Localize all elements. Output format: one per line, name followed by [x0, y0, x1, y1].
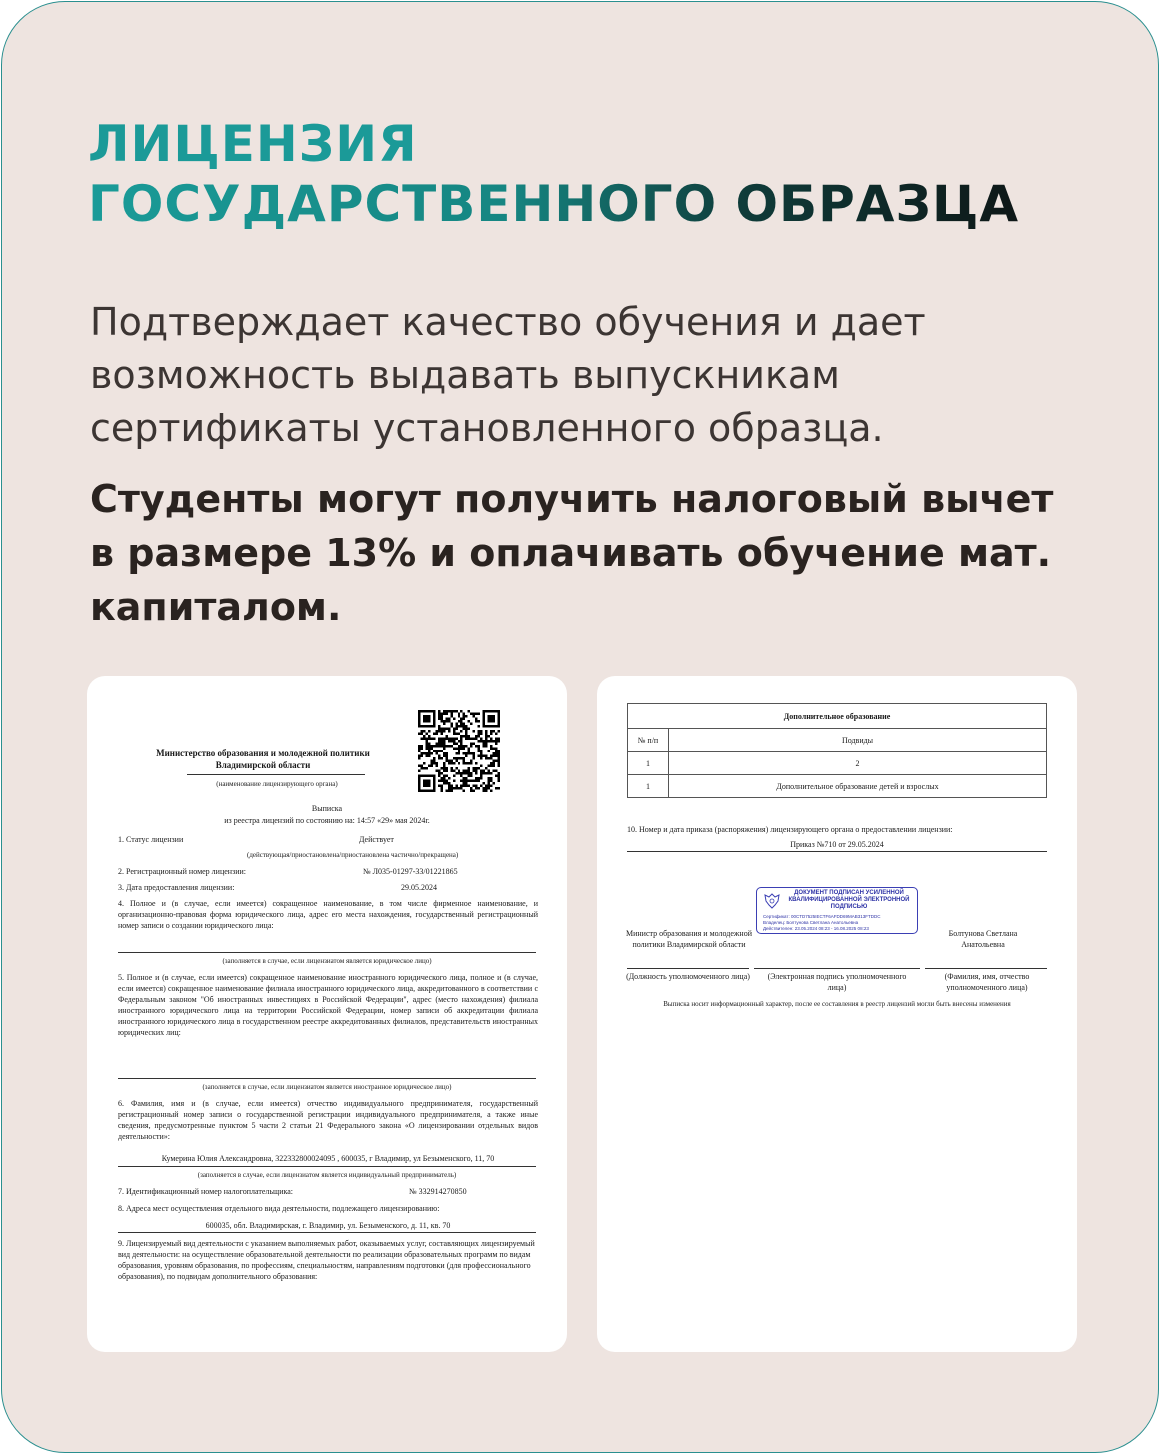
table-header-cell: Подвиды	[669, 729, 1047, 752]
item-5: 5. Полное и (в случае, если имеется) сокращенное наименование иностранного юридического лица, полное и (в случае, если имеется) сокращенное наименование филиала иностранного юридического лица, аккредитованного в соответствии с Федеральным законом "Об иностранных инвестициях в Российской Федерации", адрес (место нахождения) филиала иностранного юридического лица на территории Российской Федерации, номер записи об аккредитации филиала иностранного юридического лица в государственном реестре аккредитованных филиалов, представительств иностранных юридических лиц:	[118, 973, 538, 1037]
table-header-cell: № п/п	[628, 729, 669, 752]
item-9: 9. Лицензируемый вид деятельности с указанием выполняемых работ, оказываемых услуг, составляющих лицензируемый вид деятельности: на осуществление образовательной деятельности по реализации образовательных программ по видам образования, уровням образования, по профессиям, специальностям, направлениям подготовки (для профессионального образования), по подвидам дополнительного образования:	[118, 1239, 535, 1281]
table-row	[628, 752, 1047, 775]
table-row	[628, 775, 1047, 798]
signer-position: Министр образования и молодежной политики Владимирской области	[625, 929, 752, 949]
item-8-value: 600035, обл. Владимирская, г. Владимир, ул. Безыменского, д. 11, кв. 70	[205, 1221, 451, 1230]
license-card	[1, 1, 1159, 1453]
lead-paragraph: Подтверждает качество обучения и дает возможность выдавать выпускникам сертификаты установленного образца.	[90, 300, 926, 450]
activity-table	[627, 703, 1047, 798]
table-cell: Дополнительное образование детей и взрослых	[669, 775, 1047, 798]
date-label: 3. Дата предоставления лицензии:	[118, 883, 235, 892]
stamp-certificate: Сертификат: 00CTD7525IECTF6AFDD69MAB313FTDDC	[763, 914, 881, 919]
org-name: Министерство образования и молодежной политики Владимирской области	[156, 748, 370, 770]
signer-name: Болтунова Светлана Анатольевна	[948, 929, 1018, 949]
item-4-caption: (заполняется в случае, если лицензиатом является юридическое лицо)	[222, 957, 432, 965]
caption-signature: (Электронная подпись уполномоченного лица)	[767, 972, 907, 992]
status-value: Действует	[359, 835, 394, 844]
stamp-heading: ДОКУМЕНТ ПОДПИСАН УСИЛЕННОЙ КВАЛИФИЦИРОВАННОЙ ЭЛЕКТРОННОЙ ПОДПИСЬЮ	[788, 890, 910, 910]
reg-value: № Л035-01297-33/01221865	[363, 867, 458, 876]
item-5-caption: (заполняется в случае, если лицензиатом является иностранное юридическое лицо)	[202, 1083, 452, 1091]
qr-code-icon	[418, 710, 500, 792]
footnote: Выписка носит информационный характер, после ее составления в реестр лицензий могли быть внесены изменения	[663, 1000, 1011, 1008]
stamp-validity: Действителен: 23.05.2024 08:23 - 16.08.2025 08:23	[763, 926, 869, 931]
page-title	[88, 114, 1019, 234]
caption-name: (Фамилия, имя, отчество уполномоченного лица)	[944, 972, 1030, 992]
inn-value: № 332914270850	[409, 1187, 467, 1196]
status-caption: (действующая/приостановлена/приостановлена частично/прекращена)	[247, 851, 459, 859]
status-label: 1. Статус лицензии	[118, 835, 184, 844]
item-8: 8. Адреса мест осуществления отдельного вида деятельности, подлежащего лицензированию:	[118, 1204, 440, 1213]
item-10: 10. Номер и дата приказа (распоряжения) лицензирующего органа о предоставлении лицензии:	[627, 825, 953, 834]
title-line-2: ГОСУДАРСТВЕННОГО ОБРАЗЦА	[88, 175, 1020, 233]
reg-label: 2. Регистрационный номер лицензии:	[118, 867, 247, 876]
item-6-value: Кумерина Юлия Александровна, 322332800024095 , 600035, г Владимир, ул Безыменского, 11, 70	[161, 1154, 495, 1163]
license-extract-page-2	[597, 676, 1077, 1352]
table-cell: 1	[628, 752, 669, 775]
table-title: Дополнительное образование	[628, 704, 1047, 729]
coat-of-arms-icon	[762, 892, 782, 910]
table-cell: 1	[628, 775, 669, 798]
item-4: 4. Полное и (в случае, если имеется) сокращенное наименование, в том числе фирменное наименование, и организационно-правовая форма юридического лица, адрес его места нахождения, государственный регистрационный номер записи о создании юридического лица:	[118, 899, 538, 930]
table-cell: 2	[669, 752, 1047, 775]
caption-position: (Должность уполномоченного лица)	[626, 972, 750, 981]
stamp-owner: Владелец: Болтунова Светлана Анатольевна	[763, 920, 859, 925]
item-6: 6. Фамилия, имя и (в случае, если имеется) отчество индивидуального предпринимателя, государственный регистрационный номер записи о государственной регистрации индивидуального предпринимателя, а также иные сведения, предусмотренные пунктом 5 части 2 статьи 21 Федерального закона «О лицензировании отдельных видов деятельности»:	[118, 1099, 538, 1141]
item-6-caption: (заполняется в случае, если лицензиатом является индивидуальный предприниматель)	[197, 1171, 457, 1179]
extract-subheading: из реестра лицензий по состоянию на: 14:57 «29» мая 2024г.	[224, 816, 430, 825]
inn-label: 7. Идентификационный номер налогоплательщика:	[118, 1187, 294, 1196]
license-extract-page-1	[87, 676, 567, 1352]
electronic-signature-stamp	[756, 887, 918, 934]
org-caption: (наименование лицензирующего органа)	[216, 780, 338, 788]
order-value: Приказ №710 от 29.05.2024	[790, 840, 884, 849]
title-line-1: ЛИЦЕНЗИЯ	[88, 115, 418, 173]
extract-heading: Выписка	[311, 804, 343, 813]
tax-deduction-paragraph: Студенты могут получить налоговый вычет в размере 13% и оплачивать обучение мат. капиталом.	[90, 477, 1054, 629]
date-value: 29.05.2024	[401, 883, 437, 892]
